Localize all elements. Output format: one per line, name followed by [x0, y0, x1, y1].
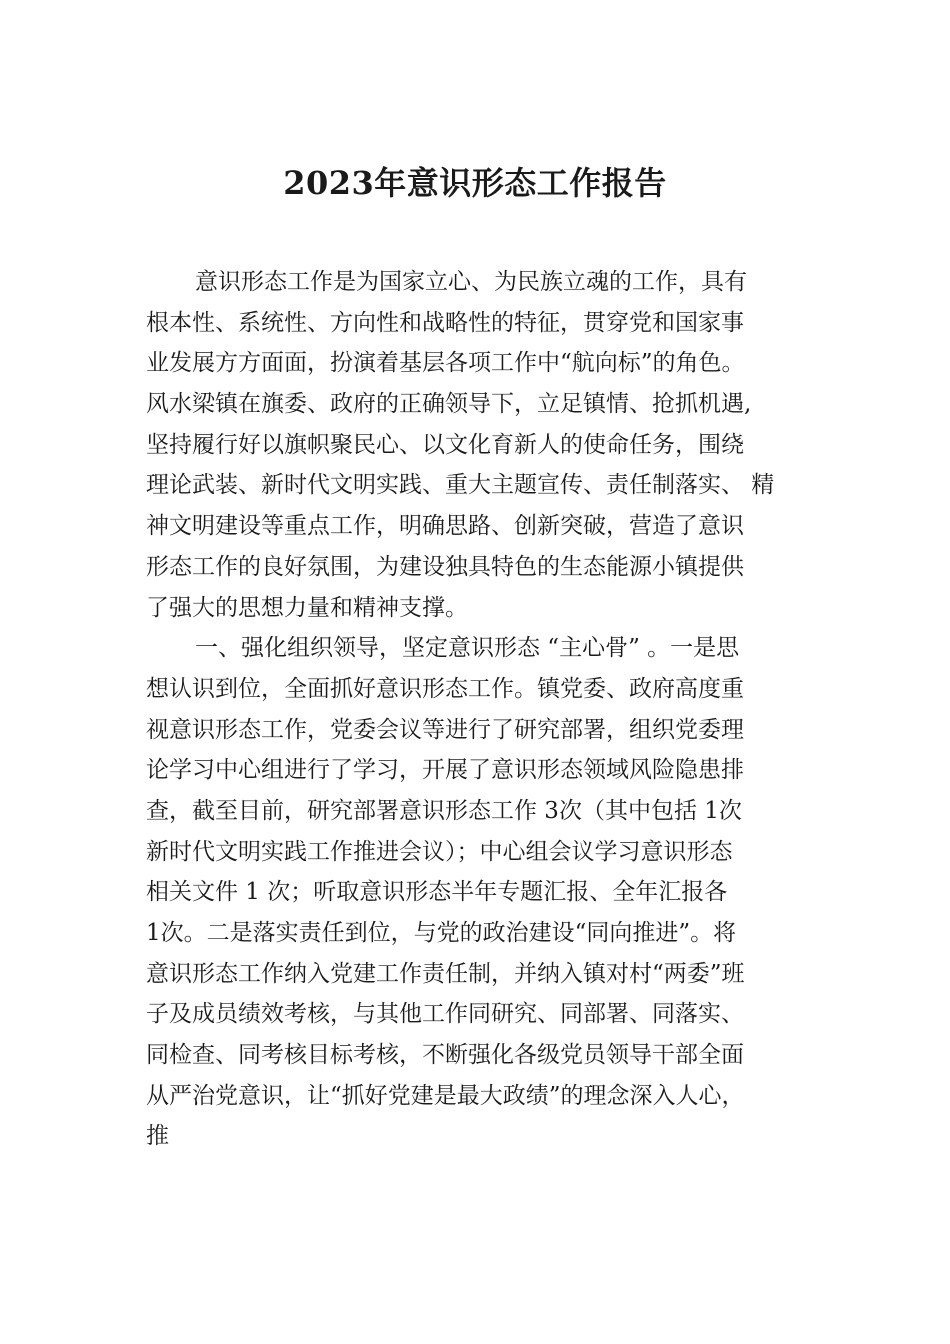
document-body	[146, 262, 822, 1157]
text-line: 1次。二是落实责任到位，与党的政治建设“同向推进”。将	[146, 920, 737, 946]
text-line: 相关文件 1 次；听取意识形态半年专题汇报、全年汇报各	[146, 879, 728, 906]
text-line: 视意识形态工作，党委会议等进行了研究部署，组织党委理	[146, 716, 744, 743]
text-line: 神文明建设等重点工作，明确思路、创新突破，营造了意识	[146, 513, 744, 540]
text-line: 想认识到位，全面抓好意识形态工作。镇党委、政府高度重	[146, 675, 744, 702]
text-line: 推	[146, 1123, 169, 1150]
text-line: 从严治党意识，让“抓好党建是最大政绩”的理念深入人心，	[146, 1082, 745, 1109]
document-title: 2023年意识形态工作报告	[283, 164, 667, 202]
text-line: 了强大的思想力量和精神支撑。	[146, 594, 468, 621]
section-heading-line: 一、强化组织领导，坚定意识形态 “主心骨” 。一是思	[195, 635, 740, 662]
text-line: 论学习中心组进行了学习，开展了意识形态领域风险隐患排	[146, 757, 744, 784]
text-line: 坚持履行好以旗帜聚民心、以文化育新人的使命任务，围绕	[146, 431, 744, 458]
text-line: 业发展方方面面，扮演着基层各项工作中“航向标”的角色。	[146, 350, 745, 377]
text-line: 形态工作的良好氛围，为建设独具特色的生态能源小镇提供	[146, 553, 744, 580]
text-line: 同检查、同考核目标考核，不断强化各级党员领导干部全面	[146, 1042, 744, 1069]
text-line: 子及成员绩效考核，与其他工作同研究、同部署、同落实、	[146, 1001, 744, 1028]
text-line: 根本性、系统性、方向性和战略性的特征，贯穿党和国家事	[146, 309, 744, 336]
text-line: 意识形态工作是为国家立心、为民族立魂的工作，具有	[195, 269, 747, 295]
text-line: 新时代文明实践工作推进会议）；中心组会议学习意识形态	[146, 838, 733, 865]
text-line: 意识形态工作纳入党建工作责任制，并纳入镇对村“两委”班	[146, 960, 745, 987]
text-line: 查，截至目前，研究部署意识形态工作 3次（其中包括 1次	[146, 797, 742, 824]
text-line: 理论武装、新时代文明实践、重大主题宣传、责任制落实、 精	[146, 472, 775, 499]
text-line: 风水梁镇在旗委、政府的正确领导下，立足镇情、抢抓机遇,	[146, 391, 752, 418]
